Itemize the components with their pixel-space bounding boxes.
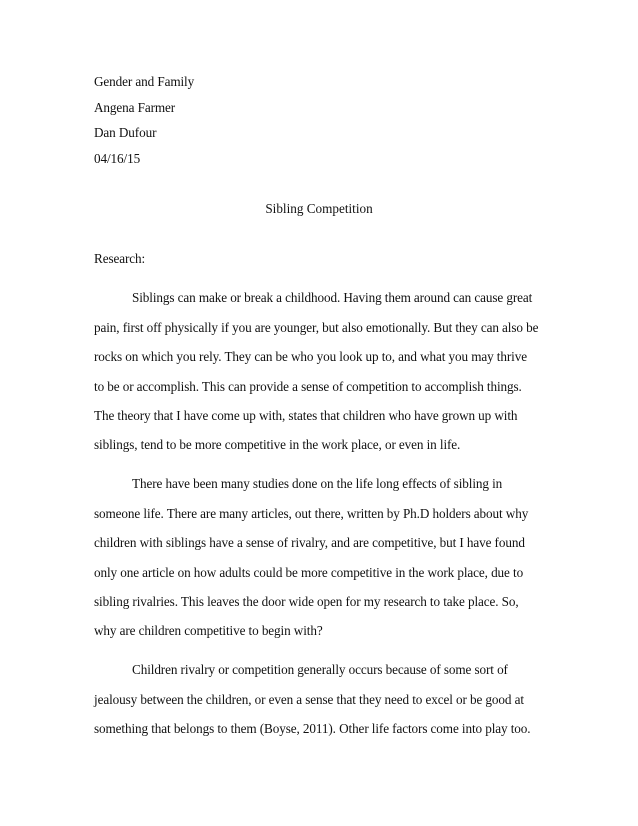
paragraph-line: jealousy between the children, or even a sense that they need to excel or be good at [94, 692, 524, 707]
paragraph-line: sibling rivalries. This leaves the door wide open for my research to take place. So, [94, 594, 519, 609]
paragraph-line: to be or accomplish. This can provide a sense of competition to accomplish things. [94, 379, 522, 394]
paragraph-line: Children rivalry or competition generally occurs because of some sort of [132, 662, 508, 677]
paragraph-line: Siblings can make or break a childhood. Having them around can cause great [132, 290, 533, 305]
date: 04/16/15 [94, 151, 141, 166]
instructor-name: Dan Dufour [94, 125, 157, 140]
paragraph-line: why are children competitive to begin with? [94, 623, 323, 638]
document-title: Sibling Competition [265, 201, 373, 216]
paragraph-line: The theory that I have come up with, states that children who have grown up with [94, 408, 518, 423]
paragraph-line: someone life. There are many articles, out there, written by Ph.D holders about why [94, 506, 529, 521]
paragraph-line: pain, first off physically if you are younger, but also emotionally. But they can also be [94, 320, 539, 335]
section-heading: Research: [94, 251, 146, 266]
paragraph-line: There have been many studies done on the life long effects of sibling in [132, 476, 503, 491]
paragraph-line: only one article on how adults could be more competitive in the work place, due to [94, 565, 524, 580]
paragraph-line: siblings, tend to be more competitive in the work place, or even in life. [94, 437, 461, 452]
author-name: Angena Farmer [94, 100, 176, 115]
paragraph-line: children with siblings have a sense of rivalry, and are competitive, but I have found [94, 535, 525, 550]
course-name: Gender and Family [94, 74, 195, 89]
paragraph-line: rocks on which you rely. They can be who you look up to, and what you may thrive [94, 349, 527, 364]
paragraph-line: something that belongs to them (Boyse, 2011). Other life factors come into play too. [94, 721, 531, 736]
